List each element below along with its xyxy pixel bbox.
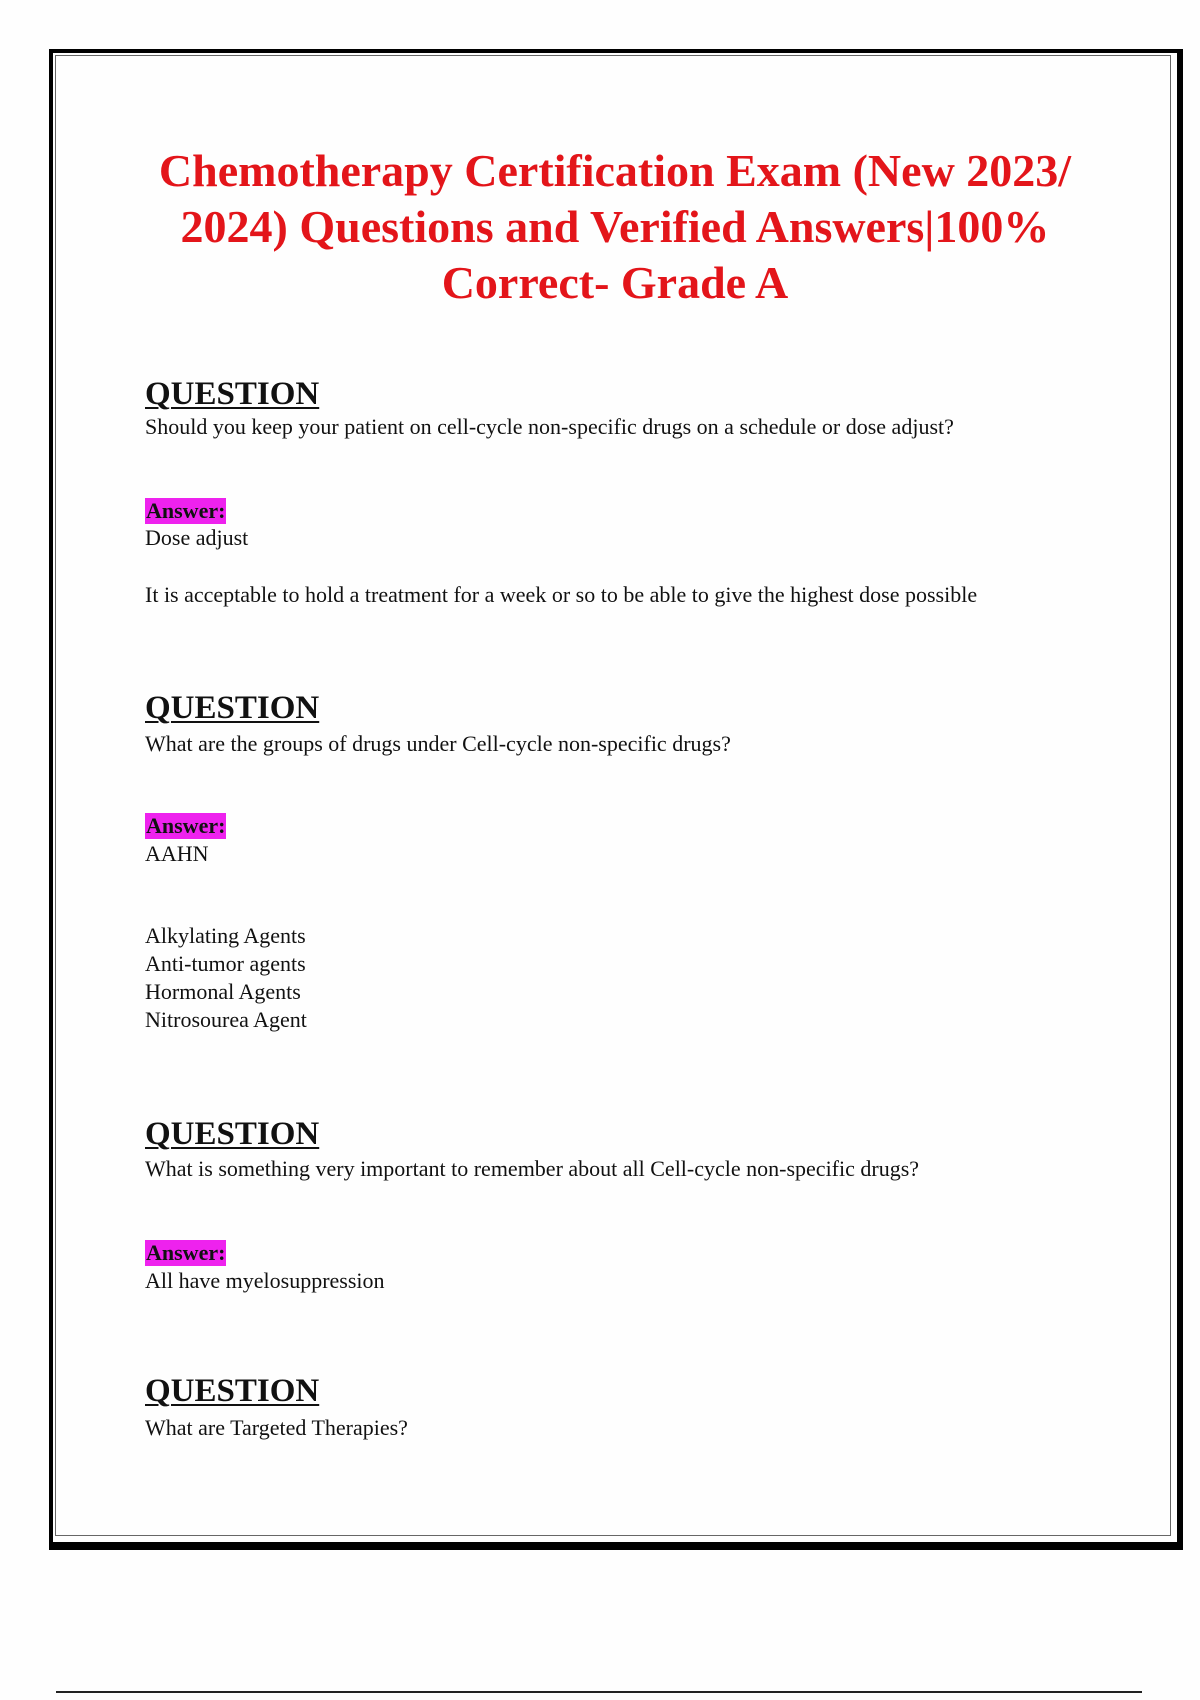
answer-list-item: Anti-tumor agents [145, 951, 306, 976]
answer-label: Answer: [146, 1240, 226, 1265]
answer-text: It is acceptable to hold a treatment for a week or so to be able to give the highest dose possible [145, 582, 978, 607]
answer-label: Answer: [146, 813, 226, 838]
answer-text: AAHN [145, 841, 209, 866]
answer-list-item: Nitrosourea Agent [145, 1007, 307, 1032]
answer-list-item: Hormonal Agents [145, 979, 301, 1004]
question-heading: QUESTION [145, 1373, 320, 1409]
question-text: What are the groups of drugs under Cell-cycle non-specific drugs? [145, 731, 731, 756]
answer-list-item: Alkylating Agents [145, 923, 306, 948]
document-title: Chemotherapy Certification Exam (New 2023/ 2024) Questions and Verified Answers|100% Correct- Grade A [158, 145, 1072, 308]
answer-label: Answer: [146, 498, 226, 523]
answer-text: All have myelosuppression [145, 1268, 385, 1293]
question-text: What are Targeted Therapies? [145, 1415, 408, 1440]
question-heading: QUESTION [145, 376, 320, 412]
page-divider [56, 1691, 1142, 1693]
answer-text: Dose adjust [145, 525, 249, 550]
question-text: What is something very important to remember about all Cell-cycle non-specific drugs? [145, 1156, 920, 1181]
question-heading: QUESTION [145, 690, 320, 726]
question-heading: QUESTION [145, 1116, 320, 1152]
question-text: Should you keep your patient on cell-cycle non-specific drugs on a schedule or dose adjust? [145, 414, 954, 439]
